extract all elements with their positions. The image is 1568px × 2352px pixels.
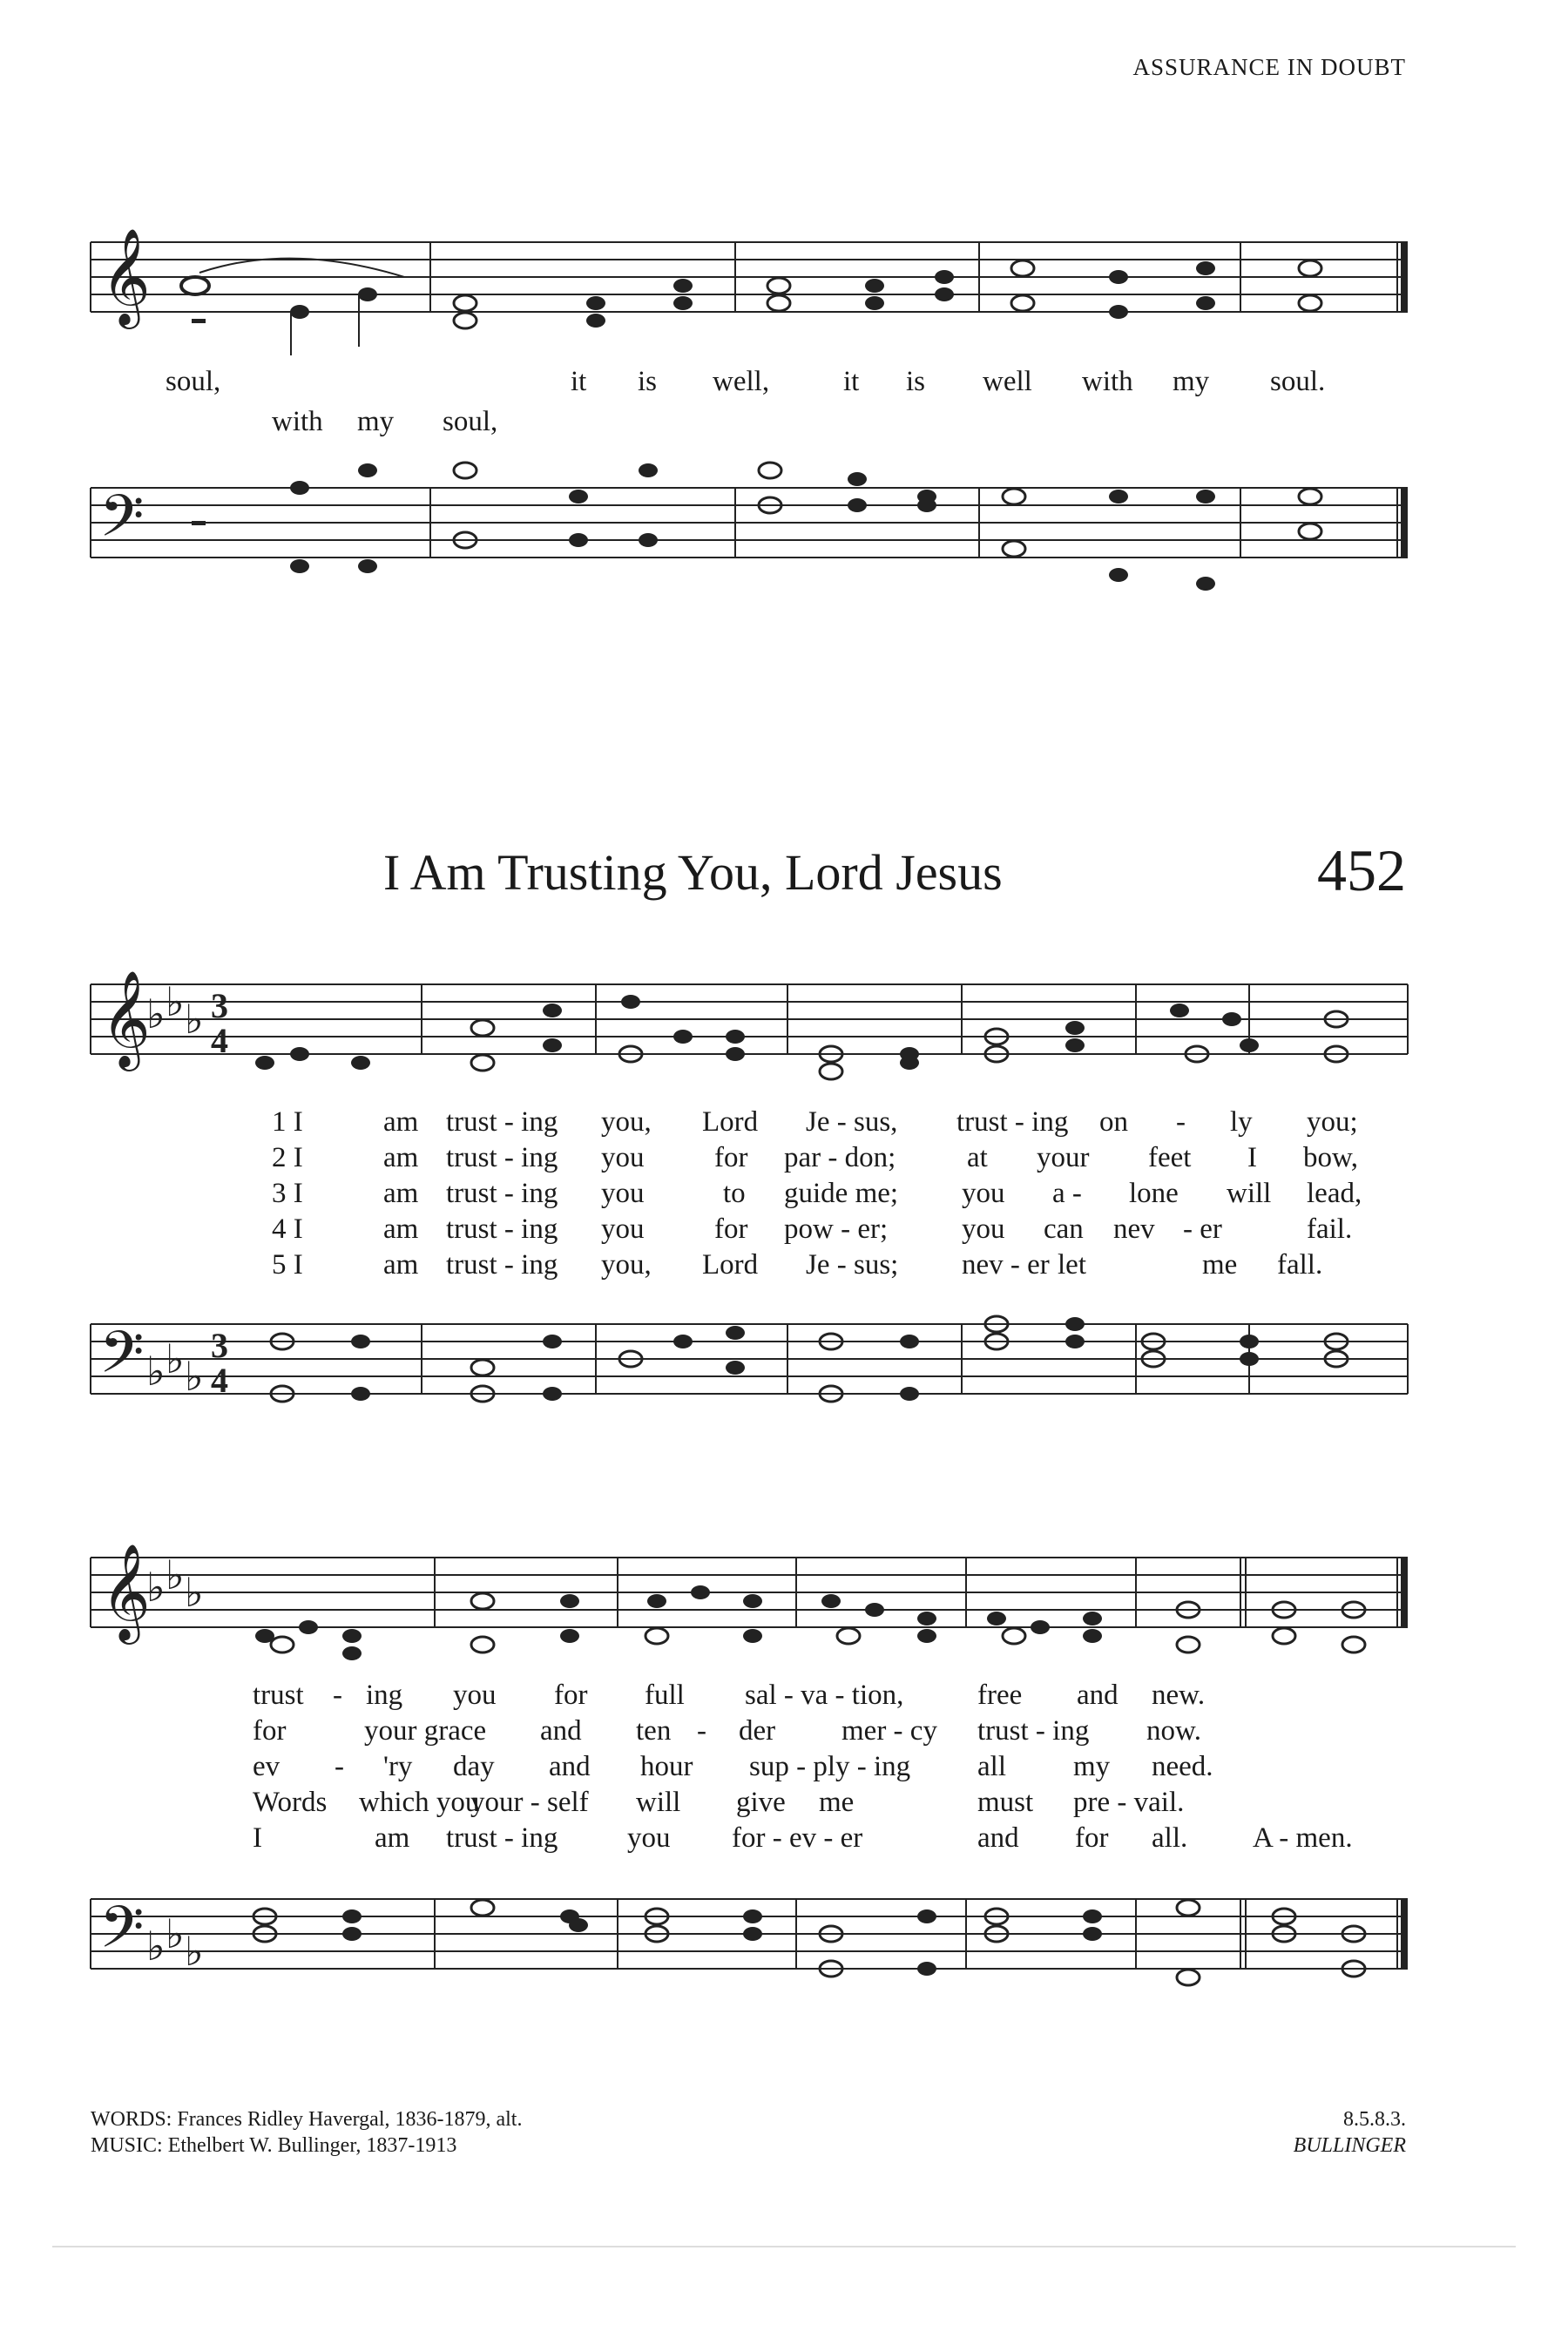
verse-2-syllable: for	[253, 1715, 287, 1747]
svg-text:♭: ♭	[166, 1910, 185, 1957]
verse-1-syllable: you	[453, 1680, 497, 1711]
meter: 8.5.8.3.	[1343, 2108, 1406, 2131]
music-credit: MUSIC: Ethelbert W. Bullinger, 1837-1913	[91, 2134, 457, 2157]
verse-5-syllable: I	[253, 1822, 262, 1854]
prev-lyric-soul: soul,	[166, 366, 221, 397]
words-credit: WORDS: Frances Ridley Havergal, 1836-1879, alt.	[91, 2108, 523, 2131]
verse-4-syllable: me	[819, 1787, 855, 1818]
prev-lyric: well	[983, 366, 1032, 397]
svg-text:3: 3	[211, 1326, 228, 1365]
verse-2-syllable: 2 I	[272, 1142, 303, 1173]
verse-4-syllable: pre - vail.	[1073, 1787, 1185, 1818]
prev-lyric: my	[1173, 366, 1210, 397]
verse-5-syllable: Lord	[702, 1249, 759, 1281]
bass-staff-system-1	[91, 1307, 1408, 1437]
verse-4-syllable: you	[601, 1213, 645, 1245]
verse-4-syllable: for	[714, 1213, 748, 1245]
tune-name: BULLINGER	[1293, 2134, 1406, 2157]
verse-3-syllable: 'ry	[383, 1751, 413, 1782]
hymn-title: I Am Trusting You, Lord Jesus	[383, 844, 1003, 901]
verse-3-syllable: a -	[1052, 1178, 1082, 1209]
svg-text:♭: ♭	[185, 1569, 204, 1616]
verse-1-syllable: 1 I	[272, 1106, 303, 1138]
svg-text:♭: ♭	[146, 990, 166, 1037]
verse-2-syllable: trust - ing	[977, 1715, 1090, 1747]
verse-4-syllable: - er	[1183, 1213, 1222, 1245]
bass-staff-previous	[91, 470, 1408, 618]
verse-3-syllable: lone	[1129, 1178, 1179, 1209]
verse-5-syllable: for	[1075, 1822, 1109, 1854]
verse-4-syllable: will	[636, 1787, 681, 1818]
verse-2-syllable: I	[1247, 1142, 1257, 1173]
verse-5-syllable: trust - ing	[446, 1249, 558, 1281]
prev-lyric: is	[638, 366, 658, 397]
verse-3-syllable: guide me;	[784, 1178, 899, 1209]
verse-5-syllable: trust - ing	[446, 1822, 558, 1854]
verse-5-syllable: you,	[601, 1249, 652, 1281]
verse-4-syllable: fail.	[1307, 1213, 1353, 1245]
treble-staff-system-1	[91, 967, 1408, 1115]
prev-lyric: soul,	[443, 406, 498, 437]
svg-text:𝄞: 𝄞	[101, 1543, 151, 1640]
verse-5-syllable: for - ev - er	[732, 1822, 863, 1854]
verse-3-syllable: 3 I	[272, 1178, 303, 1209]
verse-1-syllable: trust - ing	[956, 1106, 1069, 1138]
svg-text:♭: ♭	[146, 1564, 166, 1611]
prev-lyric: well,	[713, 366, 770, 397]
svg-text:4: 4	[211, 1361, 228, 1400]
verse-3-syllable: ev	[253, 1751, 280, 1782]
verse-2-syllable: par - don;	[784, 1142, 896, 1173]
verse-4-syllable: trust - ing	[446, 1213, 558, 1245]
svg-text:♭: ♭	[146, 1923, 166, 1970]
verse-3-syllable: lead,	[1307, 1178, 1362, 1209]
verse-2-syllable: now.	[1146, 1715, 1201, 1747]
treble-staff-previous	[91, 225, 1408, 364]
svg-text:3: 3	[211, 986, 228, 1025]
prev-lyric: soul.	[1270, 366, 1326, 397]
verse-2-syllable: your grace	[364, 1715, 487, 1747]
prev-lyric: it	[843, 366, 860, 397]
section-header: ASSURANCE IN DOUBT	[1132, 54, 1406, 80]
svg-text:♭: ♭	[166, 978, 185, 1025]
verse-2-syllable: der	[739, 1715, 776, 1747]
verse-4-syllable: pow - er;	[784, 1213, 889, 1245]
verse-3-syllable: -	[335, 1751, 344, 1782]
hymn-number: 452	[1317, 837, 1406, 903]
verse-3-syllable: sup - ply - ing	[749, 1751, 911, 1782]
verse-5-syllable: am	[383, 1249, 419, 1281]
verse-1-syllable: ing	[366, 1680, 403, 1711]
verse-4-syllable: give	[736, 1787, 786, 1818]
bass-staff-system-2	[91, 1882, 1408, 2012]
verse-2-syllable: -	[697, 1715, 706, 1747]
verse-1-syllable: on	[1099, 1106, 1128, 1138]
svg-text:♭: ♭	[185, 1353, 204, 1400]
svg-text:𝄞: 𝄞	[101, 227, 151, 325]
verse-3-syllable: to	[723, 1178, 746, 1209]
verse-1-syllable: for	[554, 1680, 588, 1711]
verse-3-syllable: all	[977, 1751, 1006, 1782]
svg-text:♭: ♭	[185, 996, 204, 1043]
verse-2-syllable: your	[1037, 1142, 1090, 1173]
svg-text:♭: ♭	[166, 1335, 185, 1382]
verse-1-syllable: -	[1176, 1106, 1186, 1138]
verse-1-syllable: you,	[601, 1106, 652, 1138]
svg-text:𝄢: 𝄢	[99, 1894, 145, 1975]
verse-2-syllable: mer - cy	[841, 1715, 937, 1747]
svg-text:𝄢: 𝄢	[99, 1319, 145, 1400]
verse-2-syllable: for	[714, 1142, 748, 1173]
verse-5-syllable: let	[1058, 1249, 1086, 1281]
prev-lyric: is	[906, 366, 926, 397]
verse-5-syllable: Je - sus;	[806, 1249, 899, 1281]
verse-5-syllable: A - men.	[1253, 1822, 1353, 1854]
verse-3-syllable: day	[453, 1751, 495, 1782]
verse-1-syllable: trust - ing	[446, 1106, 558, 1138]
verse-4-syllable: must	[977, 1787, 1034, 1818]
verse-3-syllable: you	[962, 1178, 1005, 1209]
verse-3-syllable: you	[601, 1178, 645, 1209]
verse-3-syllable: will	[1227, 1178, 1272, 1209]
verse-4-syllable: you	[962, 1213, 1005, 1245]
verse-2-syllable: am	[383, 1142, 419, 1173]
prev-lyric: it	[571, 366, 587, 397]
verse-5-syllable: fall.	[1277, 1249, 1323, 1281]
verse-1-syllable: you;	[1307, 1106, 1358, 1138]
svg-text:𝄢: 𝄢	[99, 483, 145, 564]
verse-1-syllable: full	[645, 1680, 685, 1711]
verse-2-syllable: ten	[636, 1715, 672, 1747]
verse-2-syllable: at	[967, 1142, 988, 1173]
verse-4-syllable: nev	[1113, 1213, 1155, 1245]
meter-info	[1294, 2106, 1406, 2159]
verse-4-syllable: your - self	[470, 1787, 589, 1818]
verse-5-syllable: nev - er	[962, 1249, 1050, 1281]
verse-3-syllable: my	[1073, 1751, 1111, 1782]
verse-1-syllable: sal - va - tion,	[745, 1680, 904, 1711]
verse-1-syllable: new.	[1152, 1680, 1206, 1711]
verse-5-syllable: am	[375, 1822, 410, 1854]
verse-4-syllable: 4 I	[272, 1213, 303, 1245]
verse-1-syllable: Je - sus,	[806, 1106, 898, 1138]
verse-1-syllable: trust	[253, 1680, 304, 1711]
svg-text:♭: ♭	[166, 1551, 185, 1598]
verse-4-syllable: Words	[253, 1787, 328, 1818]
footer-rule	[52, 2246, 1516, 2247]
verse-2-syllable: you	[601, 1142, 645, 1173]
verse-3-syllable: trust - ing	[446, 1178, 558, 1209]
verse-5-syllable: me	[1202, 1249, 1238, 1281]
verse-1-syllable: -	[333, 1680, 342, 1711]
verse-5-syllable: and	[977, 1822, 1019, 1854]
prev-lyric: my	[357, 406, 395, 437]
verse-2-syllable: and	[540, 1715, 582, 1747]
verse-1-syllable: and	[1077, 1680, 1119, 1711]
verse-5-syllable: you	[627, 1822, 671, 1854]
verse-2-syllable: bow,	[1303, 1142, 1358, 1173]
credits	[91, 2106, 522, 2159]
prev-lyric: with	[272, 406, 323, 437]
verse-3-syllable: and	[549, 1751, 591, 1782]
verse-5-syllable: 5 I	[272, 1249, 303, 1281]
verse-5-syllable: all.	[1152, 1822, 1188, 1854]
verse-2-syllable: trust - ing	[446, 1142, 558, 1173]
svg-text:4: 4	[211, 1021, 228, 1060]
verse-3-syllable: am	[383, 1178, 419, 1209]
verse-4-syllable: which you	[359, 1787, 480, 1818]
verse-3-syllable: hour	[640, 1751, 693, 1782]
verse-4-syllable: can	[1044, 1213, 1084, 1245]
verse-2-syllable: feet	[1148, 1142, 1192, 1173]
verse-1-syllable: free	[977, 1680, 1023, 1711]
svg-text:♭: ♭	[185, 1928, 204, 1975]
svg-text:♭: ♭	[146, 1348, 166, 1395]
verse-1-syllable: ly	[1230, 1106, 1253, 1138]
svg-text:𝄞: 𝄞	[101, 970, 151, 1067]
verse-1-syllable: am	[383, 1106, 419, 1138]
verse-1-syllable: Lord	[702, 1106, 759, 1138]
verse-4-syllable: am	[383, 1213, 419, 1245]
prev-lyric: with	[1082, 366, 1133, 397]
treble-staff-system-2	[91, 1540, 1408, 1688]
verse-3-syllable: need.	[1152, 1751, 1213, 1782]
